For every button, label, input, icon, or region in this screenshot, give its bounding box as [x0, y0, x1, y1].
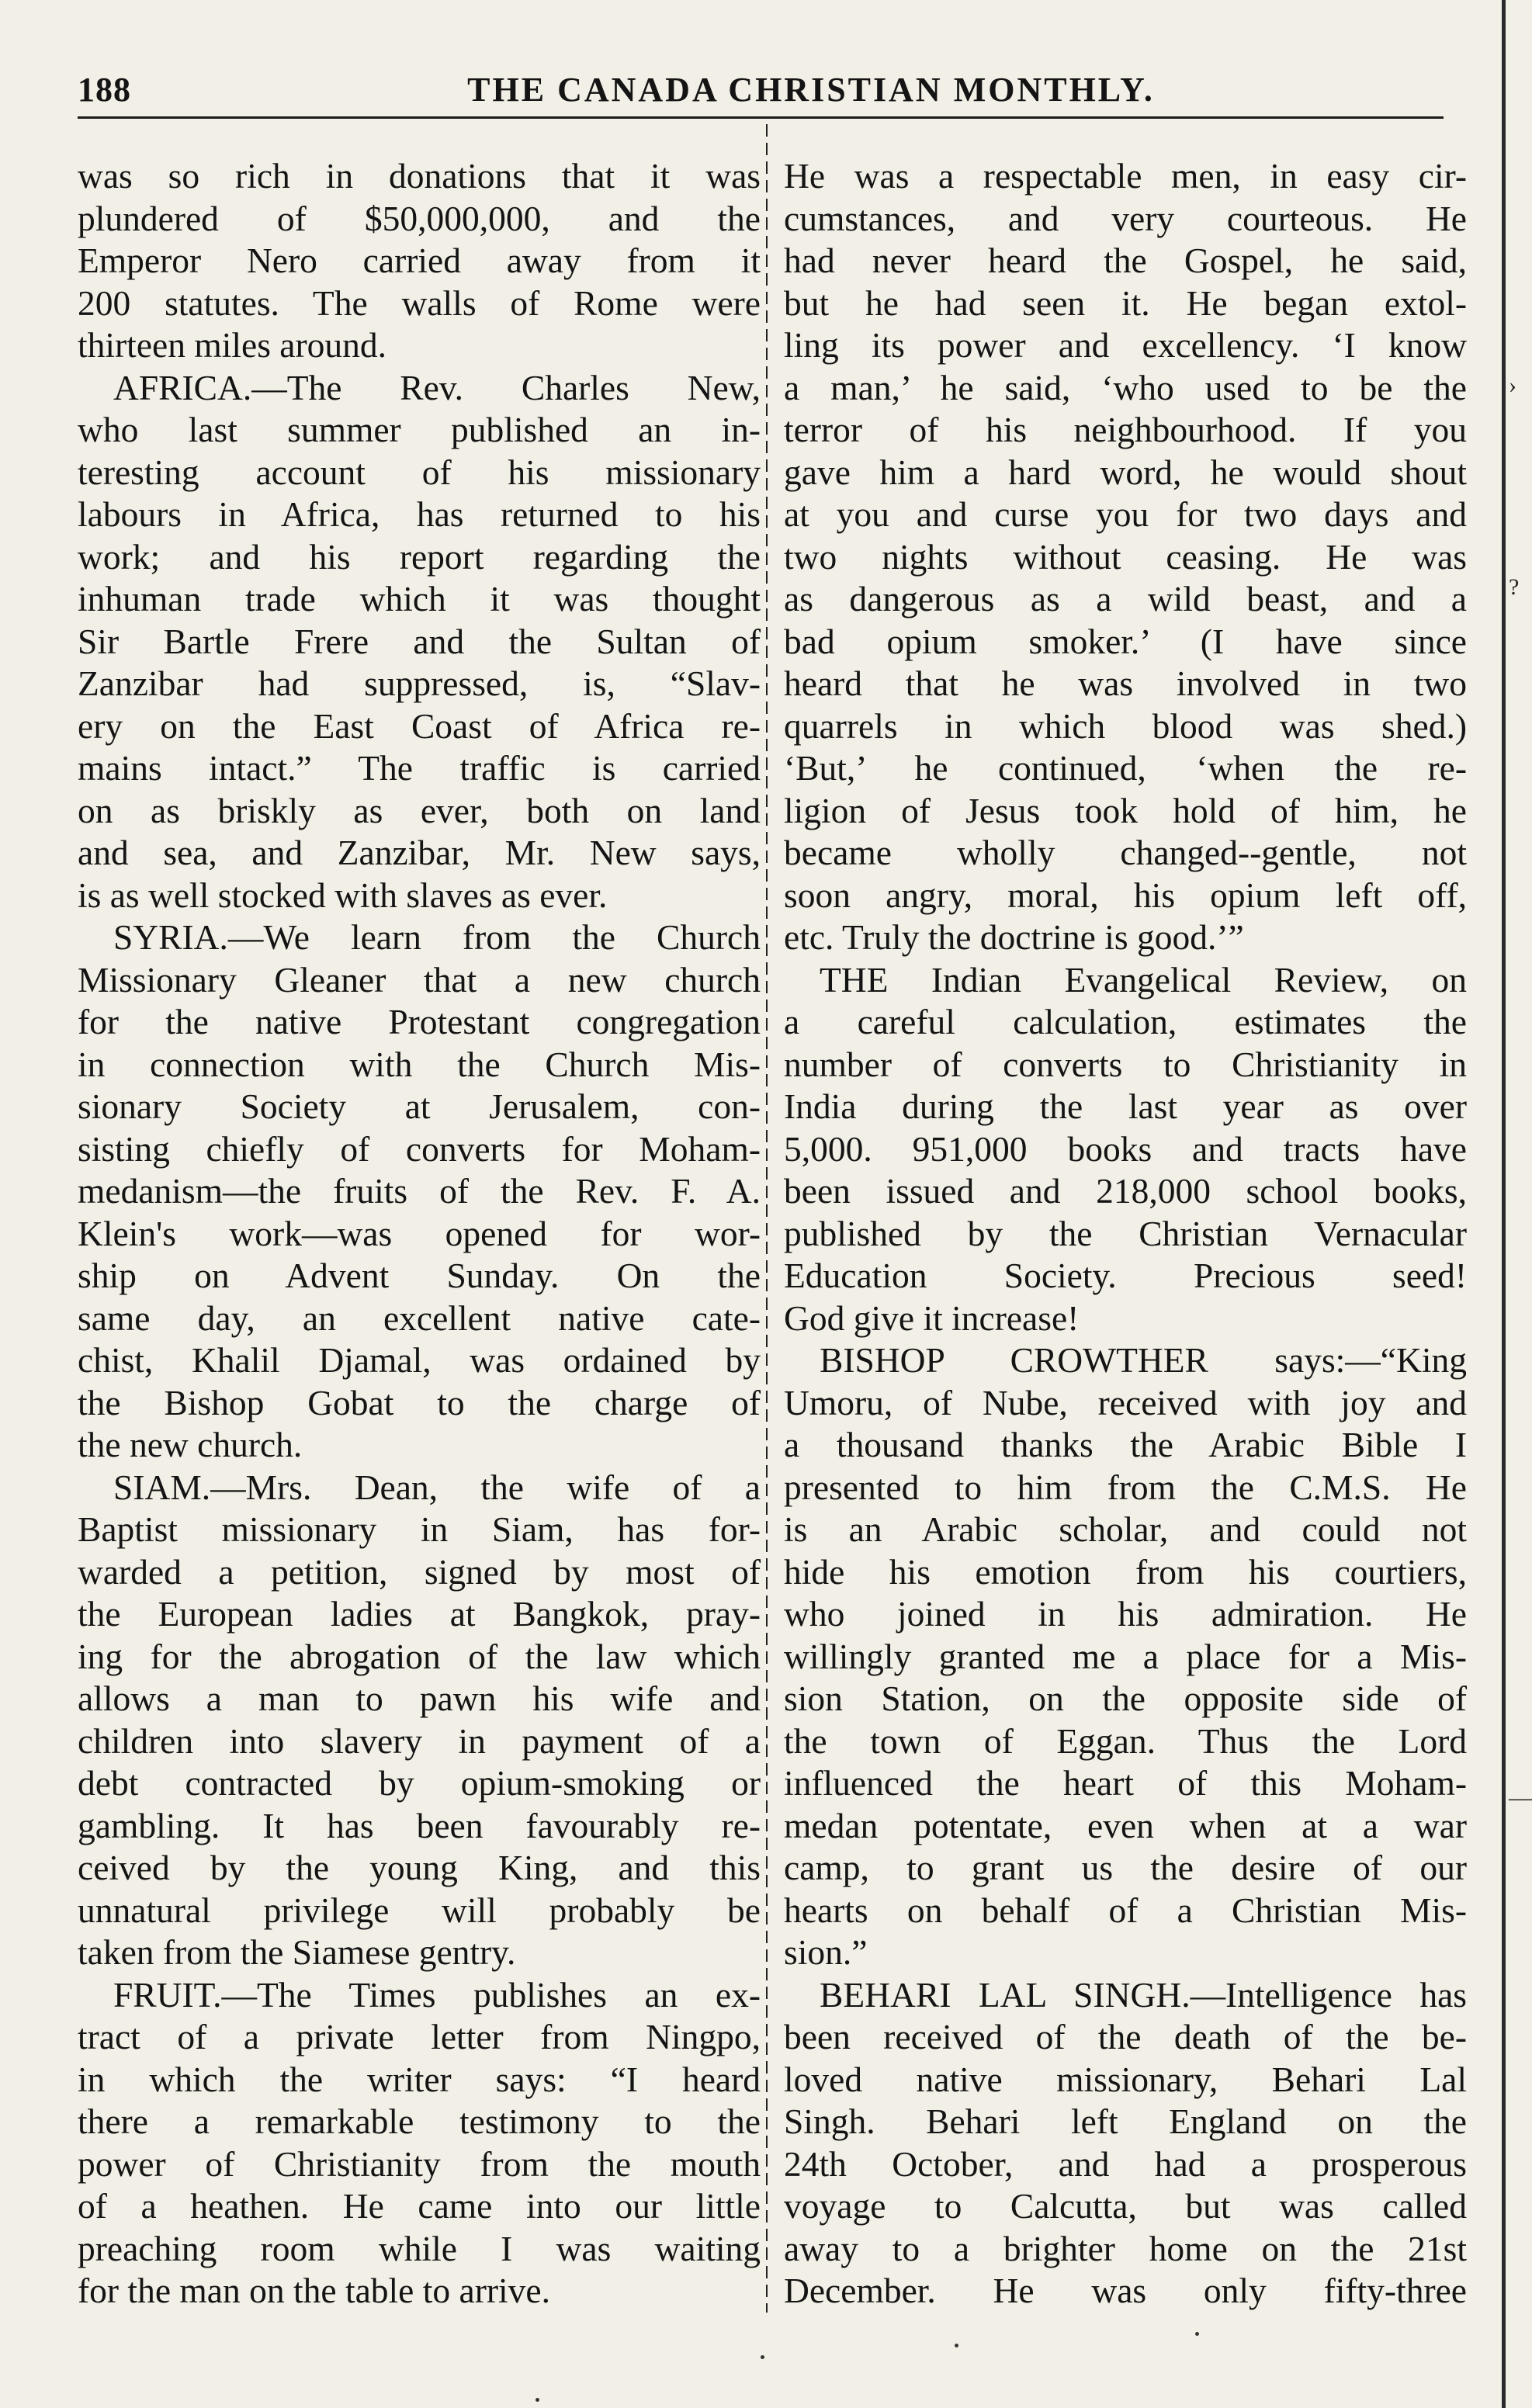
text-line: warded a petition, signed by most of: [78, 1551, 761, 1592]
text-line: ship on Advent Sunday. On the: [78, 1256, 761, 1295]
text-line: published by the Christian Vernacular: [784, 1213, 1467, 1253]
text-line: Emperor Nero carried away from it: [78, 241, 761, 280]
text-line: India during the last year as over: [784, 1086, 1467, 1126]
text-line: medan potentate, even when at a war: [784, 1805, 1467, 1845]
text-line: there a remarkable testimony to the: [78, 2101, 761, 2141]
text-line: gambling. It has been favourably re-: [78, 1805, 761, 1845]
edge-mark: ›: [1509, 372, 1516, 398]
text-line: Sir Bartle Frere and the Sultan of: [78, 621, 761, 661]
text-line: but he had seen it. He began extol-: [784, 282, 1467, 323]
text-line: ling its power and excellency. ‘I know: [784, 325, 1467, 365]
text-line: a man,’ he said, ‘who used to be the: [784, 367, 1467, 407]
speck: [1195, 2332, 1199, 2336]
edge-mark: ?: [1509, 574, 1520, 600]
text-line: heard that he was involved in two: [784, 663, 1467, 703]
text-line: He was a respectable men, in easy cir-: [784, 156, 1467, 196]
text-line: in which the writer says: “I heard: [78, 2059, 761, 2099]
text-line: preaching room while I was waiting: [78, 2228, 761, 2268]
text-line: the new church.: [78, 1425, 303, 1464]
text-line: BEHARI LAL SINGH.—Intelligence has: [820, 1974, 1467, 2015]
text-line: tract of a private letter from Ningpo,: [78, 2017, 761, 2056]
text-line: Zanzibar had suppressed, is, “Slav-: [78, 663, 761, 703]
text-line: 5,000. 951,000 books and tracts have: [784, 1128, 1467, 1169]
text-line: sisting chiefly of converts for Moham-: [78, 1128, 761, 1169]
text-line: was so rich in donations that it was: [78, 156, 761, 196]
text-line: two nights without ceasing. He was: [784, 536, 1467, 577]
text-line: ery on the East Coast of Africa re-: [78, 705, 761, 746]
text-line: is as well stocked with slaves as ever.: [78, 875, 608, 915]
text-line: ‘But,’ he continued, ‘when the re-: [784, 748, 1467, 788]
text-line: sionary Society at Jerusalem, con-: [78, 1086, 761, 1126]
text-line: 24th October, and had a prosperous: [784, 2143, 1467, 2184]
text-line: influenced the heart of this Moham-: [784, 1763, 1467, 1803]
text-line: children into slavery in payment of a: [78, 1720, 761, 1761]
text-line: AFRICA.—The Rev. Charles New,: [113, 367, 761, 407]
text-line: taken from the Siamese gentry.: [78, 1932, 516, 1972]
text-line: the Bishop Gobat to the charge of: [78, 1382, 761, 1422]
text-line: allows a man to pawn his wife and: [78, 1679, 761, 1718]
edge-mark: —: [1509, 1785, 1532, 1810]
text-line: sion Station, on the opposite side of: [784, 1679, 1467, 1718]
right-column: [784, 155, 1467, 2313]
text-line: soon angry, moral, his opium left off,: [784, 875, 1467, 915]
text-line: cumstances, and very courteous. He: [784, 198, 1467, 238]
text-line: quarrels in which blood was shed.): [784, 705, 1467, 746]
text-line: number of converts to Christianity in: [784, 1044, 1467, 1084]
page-number: 188: [78, 71, 131, 109]
text-line: the European ladies at Bangkok, pray-: [78, 1594, 761, 1634]
text-line: power of Christianity from the mouth: [78, 2143, 761, 2184]
text-line: labours in Africa, has returned to his: [78, 494, 761, 534]
text-line: sion.”: [784, 1932, 868, 1972]
text-line: for the man on the table to arrive.: [78, 2271, 550, 2310]
text-line: thirteen miles around.: [78, 325, 387, 365]
text-line: Singh. Behari left England on the: [784, 2101, 1467, 2141]
speck: [761, 2355, 764, 2359]
text-line: willingly granted me a place for a Mis-: [784, 1636, 1467, 1676]
text-line: medanism—the fruits of the Rev. F. A.: [78, 1171, 761, 1211]
text-line: chist, Khalil Djamal, was ordained by: [78, 1340, 761, 1380]
text-line: work; and his report regarding the: [78, 536, 761, 577]
text-line: THE Indian Evangelical Review, on: [820, 959, 1467, 1000]
text-line: at you and curse you for two days and: [784, 494, 1467, 534]
text-line: and sea, and Zanzibar, Mr. New says,: [78, 833, 761, 872]
text-line: SYRIA.—We learn from the Church: [113, 917, 761, 957]
text-line: in connection with the Church Mis-: [78, 1044, 761, 1084]
text-line: unnatural privilege will probably be: [78, 1890, 761, 1930]
text-line: Missionary Gleaner that a new church: [78, 959, 761, 1000]
text-line: Umoru, of Nube, received with joy and: [784, 1382, 1467, 1422]
text-line: loved native missionary, Behari Lal: [784, 2059, 1467, 2099]
page-edge-border: [1502, 0, 1506, 2408]
text-line: God give it increase!: [784, 1298, 1080, 1338]
text-line: bad opium smoker.’ (I have since: [784, 621, 1467, 661]
text-line: ligion of Jesus took hold of him, he: [784, 790, 1467, 830]
text-line: terror of his neighbourhood. If you: [784, 410, 1467, 449]
text-line: had never heard the Gospel, he said,: [784, 241, 1467, 280]
text-line: camp, to grant us the desire of our: [784, 1848, 1467, 1887]
text-line: as dangerous as a wild beast, and a: [784, 579, 1467, 618]
text-line: ceived by the young King, and this: [78, 1848, 761, 1887]
text-line: became wholly changed--gentle, not: [784, 833, 1467, 872]
text-line: who last summer published an in-: [78, 410, 761, 449]
text-line: of a heathen. He came into our little: [78, 2186, 761, 2226]
text-line: hide his emotion from his courtiers,: [784, 1551, 1467, 1592]
text-line: debt contracted by opium-smoking or: [78, 1763, 761, 1803]
text-line: mains intact.” The traffic is carried: [78, 748, 761, 788]
left-column: [78, 155, 761, 2313]
text-line: been issued and 218,000 school books,: [784, 1171, 1467, 1211]
text-line: away to a brighter home on the 21st: [784, 2228, 1467, 2268]
text-line: Baptist missionary in Siam, has for-: [78, 1509, 761, 1549]
text-line: BISHOP CROWTHER says:—“King: [820, 1340, 1467, 1380]
running-title: THE CANADA CHRISTIAN MONTHLY.: [467, 71, 1155, 109]
text-line: 200 statutes. The walls of Rome were: [78, 282, 761, 323]
text-line: ing for the abrogation of the law which: [78, 1636, 761, 1676]
text-line: hearts on behalf of a Christian Mis-: [784, 1890, 1467, 1930]
text-line: the town of Eggan. Thus the Lord: [784, 1720, 1467, 1761]
column-divider: [766, 124, 768, 2313]
text-line: FRUIT.—The Times publishes an ex-: [113, 1974, 761, 2015]
text-line: Klein's work—was opened for wor-: [78, 1213, 761, 1253]
header-rule: [78, 116, 1444, 119]
text-line: who joined in his admiration. He: [784, 1594, 1467, 1634]
text-line: for the native Protestant congregation: [78, 1002, 761, 1041]
text-line: plundered of $50,000,000, and the: [78, 198, 761, 238]
text-line: is an Arabic scholar, and could not: [784, 1509, 1467, 1549]
text-line: SIAM.—Mrs. Dean, the wife of a: [113, 1467, 761, 1507]
speck: [536, 2398, 539, 2402]
speck: [955, 2344, 958, 2347]
text-line: presented to him from the C.M.S. He: [784, 1467, 1467, 1507]
text-line: on as briskly as ever, both on land: [78, 790, 761, 830]
text-line: voyage to Calcutta, but was called: [784, 2186, 1467, 2226]
text-line: teresting account of his missionary: [78, 452, 761, 492]
text-line: inhuman trade which it was thought: [78, 579, 761, 618]
text-line: been received of the death of the be-: [784, 2017, 1467, 2056]
text-line: gave him a hard word, he would shout: [784, 452, 1467, 492]
text-line: etc. Truly the doctrine is good.’”: [784, 917, 1244, 957]
page-header: [78, 70, 1444, 113]
text-line: same day, an excellent native cate-: [78, 1298, 761, 1338]
text-line: a thousand thanks the Arabic Bible I: [784, 1425, 1467, 1464]
text-line: a careful calculation, estimates the: [784, 1002, 1467, 1041]
text-line: December. He was only fifty-three: [784, 2271, 1467, 2310]
text-line: Education Society. Precious seed!: [784, 1256, 1467, 1295]
